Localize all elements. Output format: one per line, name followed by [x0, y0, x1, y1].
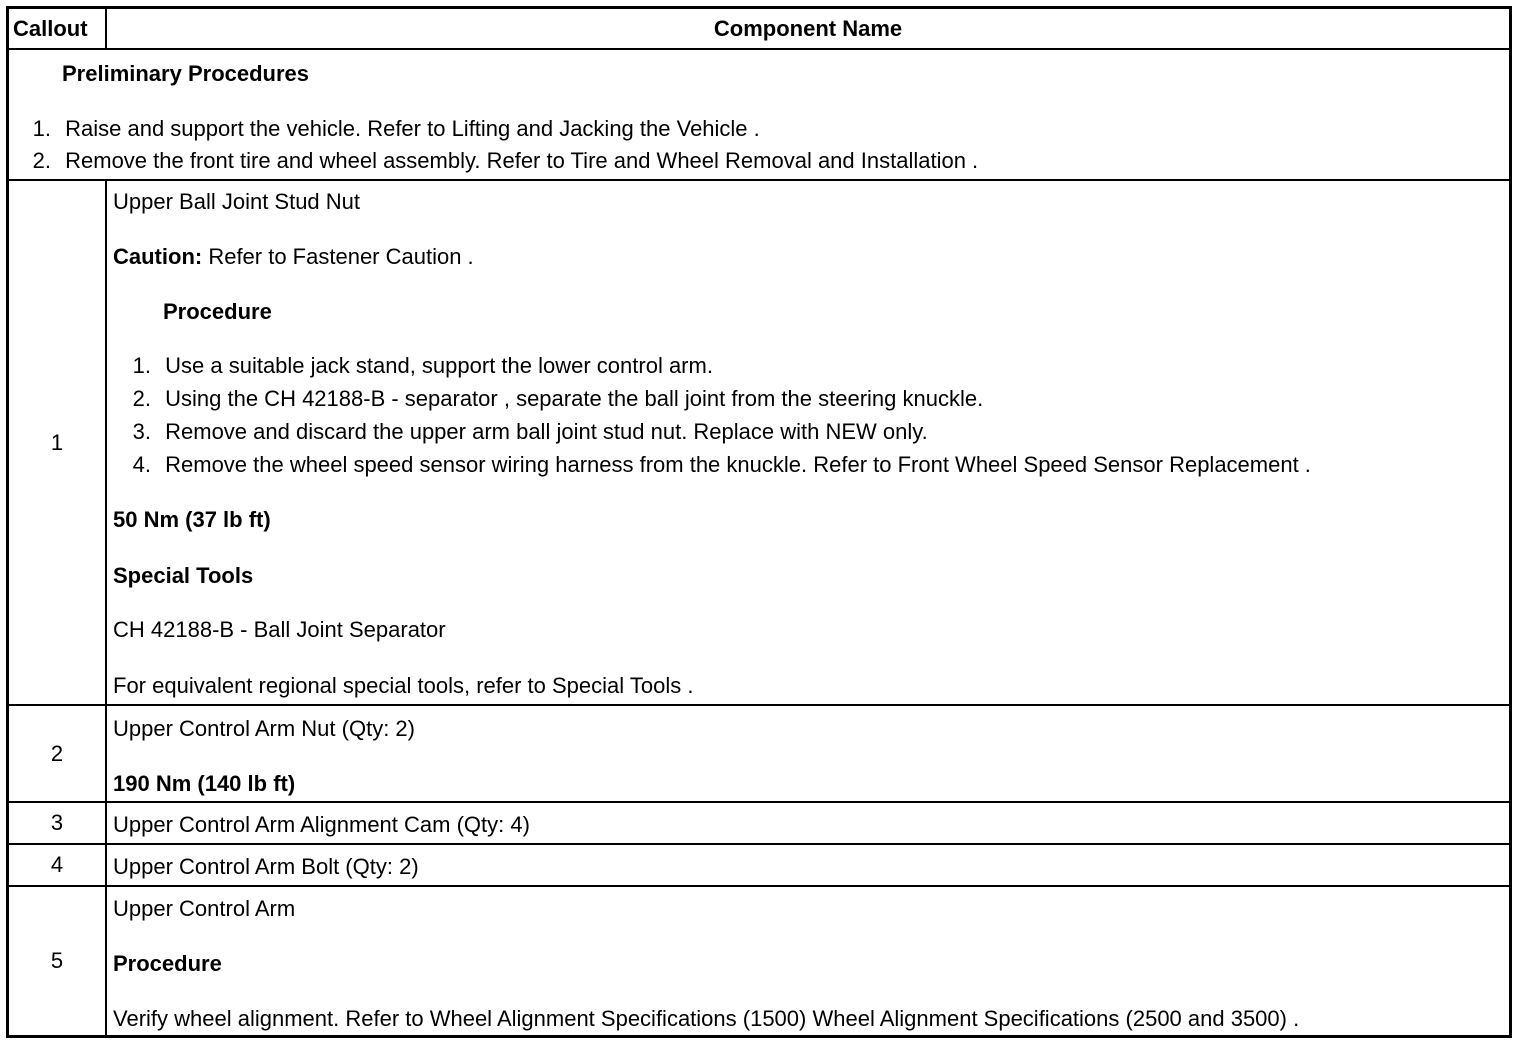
- component-name: Upper Ball Joint Stud Nut: [113, 189, 361, 214]
- table-header-row: [9, 9, 1509, 48]
- torque-spec: 190 Nm (140 lb ft): [113, 771, 296, 796]
- table-row: [9, 801, 1509, 843]
- callout-number: 5: [9, 887, 107, 1035]
- step-text: Remove the wheel speed sensor wiring harness from the knuckle. Refer to Front Wheel Speed Sensor Replacement .: [165, 452, 1311, 477]
- component-name: Upper Control Arm Bolt (Qty: 2): [113, 854, 419, 879]
- component-cell: [107, 845, 1509, 885]
- component-name: Upper Control Arm Nut (Qty: 2): [113, 716, 415, 741]
- component-table: [6, 6, 1512, 1038]
- component-name: Upper Control Arm Alignment Cam (Qty: 4): [113, 812, 530, 837]
- step-number: 2.: [32, 148, 51, 173]
- component-cell: [107, 181, 1509, 704]
- step-text: Remove and discard the upper arm ball joint stud nut. Replace with NEW only.: [165, 419, 928, 444]
- table-row: [9, 885, 1509, 1035]
- table-row: [9, 179, 1509, 704]
- step-text: Remove the front tire and wheel assembly. Refer to Tire and Wheel Removal and Installation .: [65, 148, 979, 173]
- step-number: 4.: [132, 452, 151, 477]
- component-cell: [107, 803, 1509, 843]
- procedure-step: [117, 452, 1311, 478]
- regional-tools-note: For equivalent regional special tools, refer to Special Tools .: [113, 673, 694, 698]
- preliminary-step: [17, 148, 978, 174]
- procedure-step: [117, 419, 928, 445]
- procedure-title: Procedure: [163, 299, 272, 324]
- callout-column-header: Callout: [9, 9, 107, 48]
- caution-note: [113, 244, 474, 270]
- table-row: [9, 704, 1509, 801]
- table-row: [9, 843, 1509, 885]
- alignment-note: Verify wheel alignment. Refer to Wheel Alignment Specifications (1500) Wheel Alignment Specifications (2500 and 3500) .: [113, 1006, 1300, 1031]
- preliminary-procedures-title: Preliminary Procedures: [62, 61, 310, 86]
- callout-number: 3: [9, 803, 107, 843]
- special-tools-title: Special Tools: [113, 563, 254, 588]
- callout-number: 2: [9, 706, 107, 801]
- callout-number: 4: [9, 845, 107, 885]
- special-tool: CH 42188-B - Ball Joint Separator: [113, 617, 446, 642]
- torque-spec: 50 Nm (37 lb ft): [113, 507, 271, 532]
- preliminary-procedures-section: [9, 48, 1509, 179]
- procedure-step: [117, 386, 983, 412]
- component-cell: [107, 887, 1509, 1035]
- caution-label: Caution:: [113, 244, 203, 269]
- procedure-title: Procedure: [113, 951, 222, 976]
- step-text: Use a suitable jack stand, support the lower control arm.: [165, 353, 713, 378]
- step-number: 3.: [132, 419, 151, 444]
- component-name: Upper Control Arm: [113, 896, 296, 921]
- step-number: 1.: [32, 116, 51, 141]
- step-number: 2.: [132, 386, 151, 411]
- component-name-column-header: Component Name: [713, 15, 903, 41]
- step-text: Raise and support the vehicle. Refer to Lifting and Jacking the Vehicle .: [65, 116, 760, 141]
- step-text: Using the CH 42188-B - separator , separate the ball joint from the steering knuckle.: [165, 386, 984, 411]
- component-cell: [107, 706, 1509, 801]
- preliminary-step: [17, 116, 760, 142]
- step-number: 1.: [132, 353, 151, 378]
- callout-number: 1: [9, 181, 107, 704]
- caution-text: Refer to Fastener Caution .: [202, 244, 474, 269]
- procedure-step: [117, 353, 713, 379]
